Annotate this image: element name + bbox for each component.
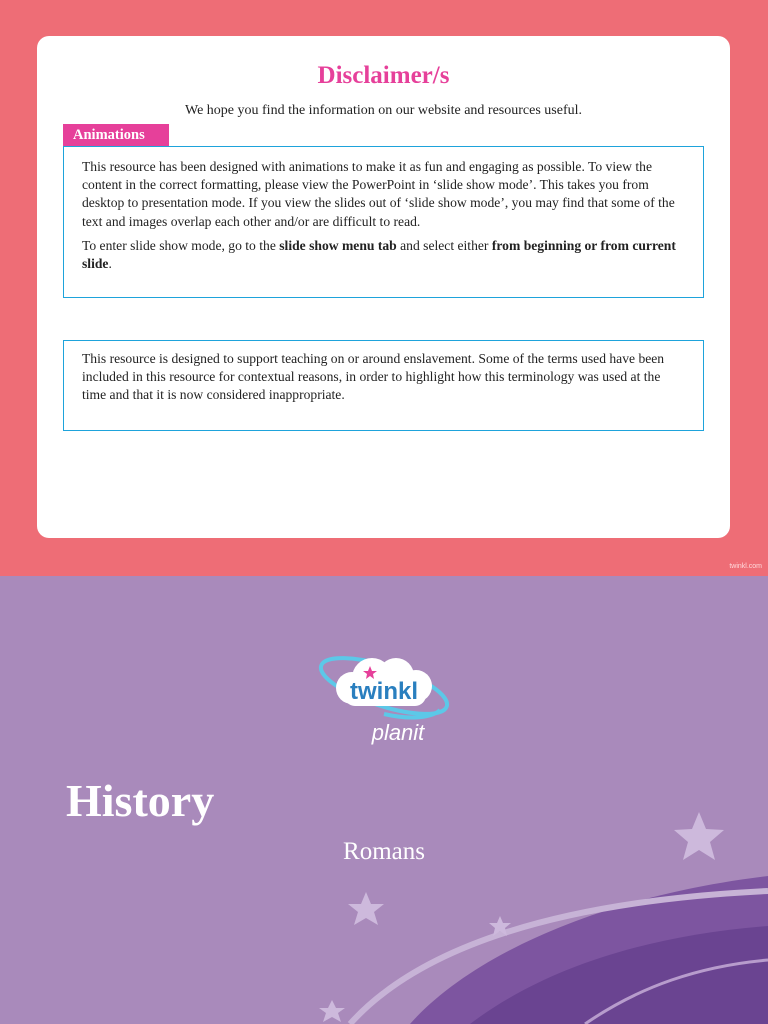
instructions-start: To enter slide show mode, go to the xyxy=(82,237,280,253)
intro-text: We hope you find the information on our website and resources useful. xyxy=(185,103,582,118)
animations-paragraph: This resource has been designed with animations to make it as fun and engaging as possible. To view the content in the correct formatting, please view the PowerPoint in ‘slide show mode’. This takes you from desktop to presentation mode. If you view the slides out of ‘slide show mode’, you may find that some of the text and images overlap each other and/or are difficult to read. xyxy=(82,159,675,229)
star-icon xyxy=(348,892,384,925)
animations-tag: Animations xyxy=(63,124,169,146)
topic-title: Romans xyxy=(343,838,425,865)
instructions-bold-options: from beginning or from current slide xyxy=(82,237,676,272)
page-title: Disclaimer/s xyxy=(317,62,450,89)
logo-sub: planit xyxy=(371,720,425,745)
instructions-end: . xyxy=(108,256,112,272)
instructions-bold-tab: slide show menu tab xyxy=(279,237,397,253)
site-credit: twinkl.com xyxy=(729,563,762,570)
animations-box xyxy=(63,146,704,298)
star-icon xyxy=(319,1000,345,1022)
subject-heading: History xyxy=(66,775,215,826)
slideshow-instructions xyxy=(82,237,685,273)
terminology-paragraph: This resource is designed to support teaching on or around enslavement. Some of the terms used have been included in this resource for contextual reasons, in order to highlight how this terminology was used at the time and that it is now considered inappropriate. xyxy=(82,351,665,403)
disclaimer-card xyxy=(37,36,730,538)
title-slide xyxy=(0,576,768,1024)
twinkl-logo-icon xyxy=(314,654,454,750)
instructions-mid: and select either xyxy=(396,237,492,253)
terminology-box xyxy=(63,340,704,431)
logo-word: twinkl xyxy=(349,678,419,705)
